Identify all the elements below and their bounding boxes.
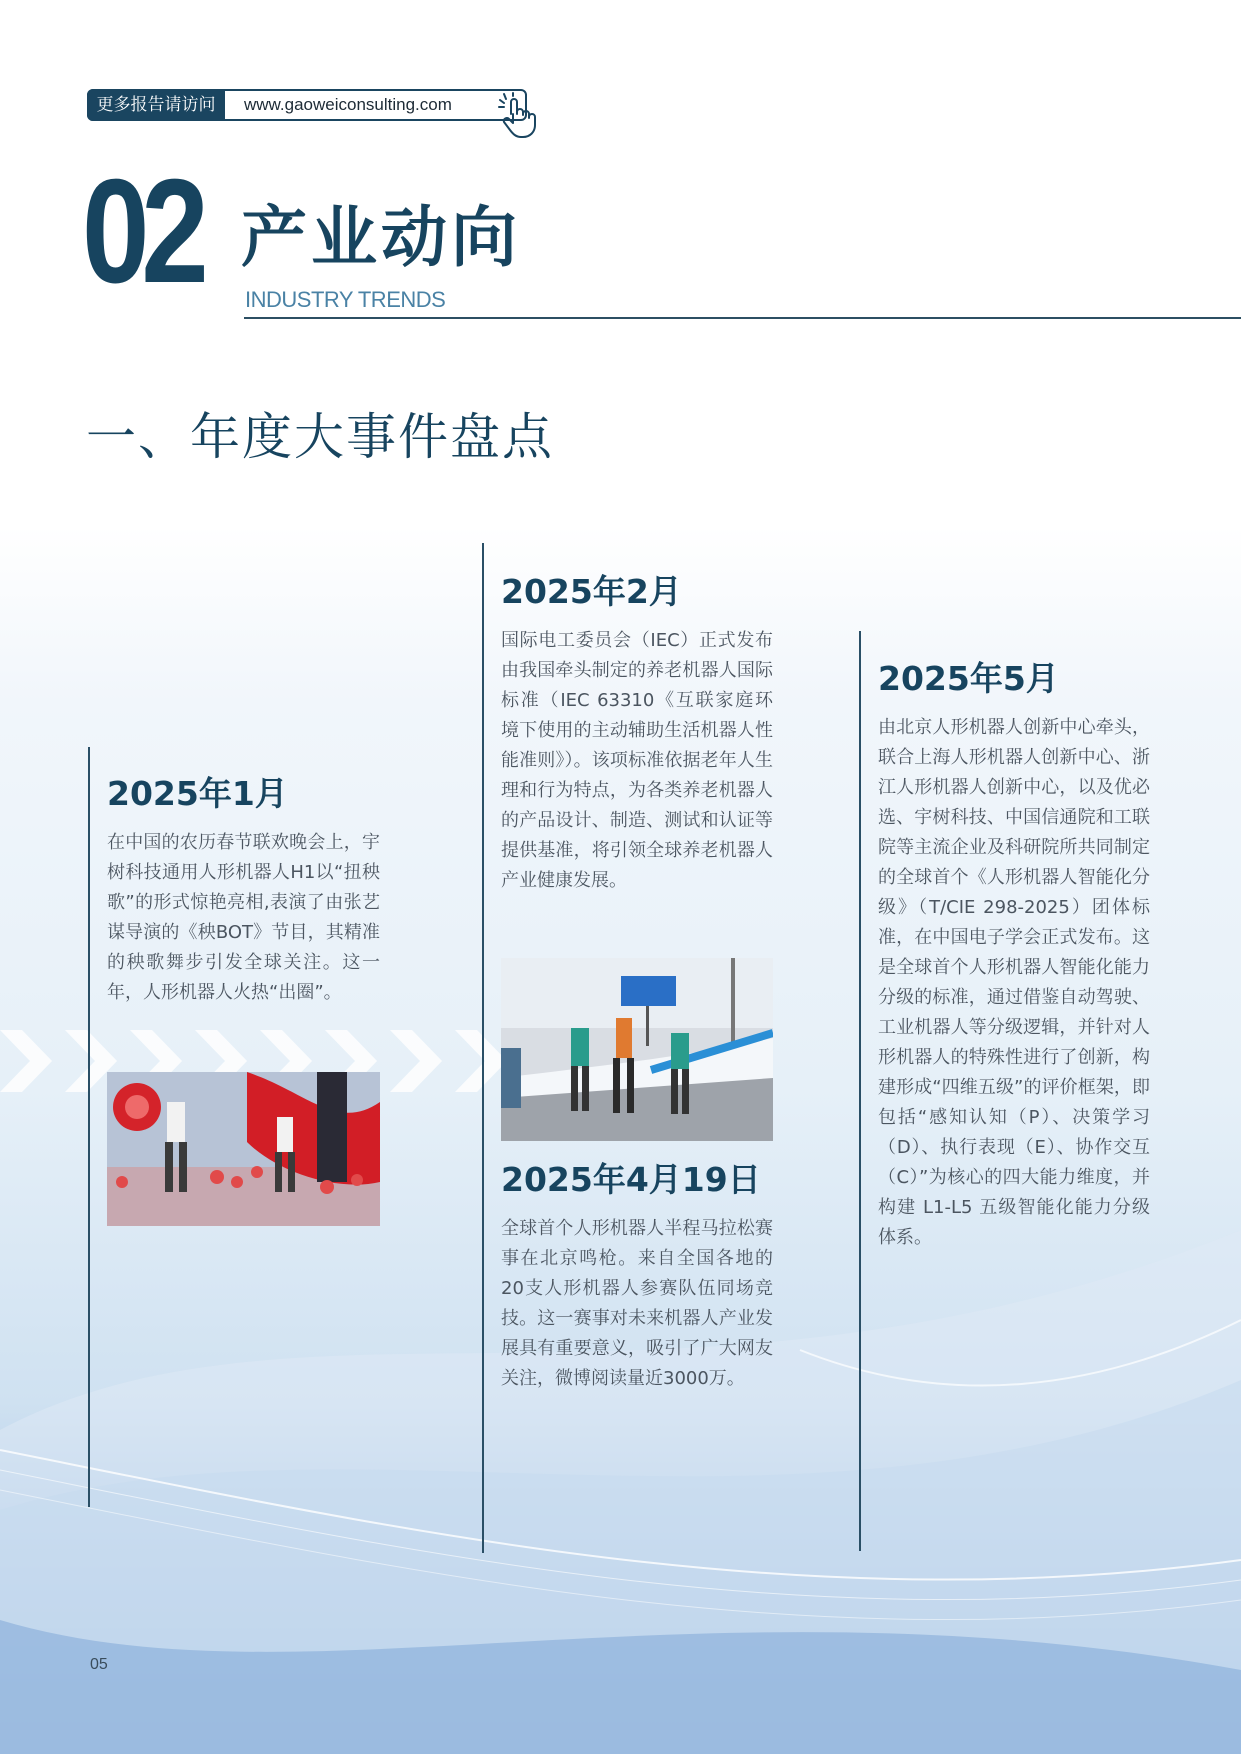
visit-url-link[interactable]: www.gaoweiconsulting.com — [244, 95, 452, 114]
timeline-line-1 — [88, 747, 90, 1507]
section-rule — [244, 317, 1241, 319]
subsection-title: 一、年度大事件盘点 — [86, 408, 554, 466]
event-date-4: 2025年5月 — [878, 659, 1059, 698]
event-date-3: 2025年4月19日 — [501, 1160, 761, 1199]
spring-festival-robot-photo — [107, 1072, 380, 1226]
event-text-2: 国际电工委员会（IEC）正式发布由我国牵头制定的养老机器人国际标准（IEC 63310《互联家庭环境下使用的主动辅助生活机器人性能准则》）。该项标准依据老年人生理和行为特点，为各类养老机器人的产品设计、制造、测试和认证等提供基准，将引领全球养老机器人产业健康发展。 — [501, 630, 773, 891]
pointing-hand-icon — [495, 92, 543, 140]
visit-label: 更多报告请访问 — [87, 89, 225, 121]
section-subtitle: INDUSTRY TRENDS — [245, 287, 446, 312]
event-text-1: 在中国的农历春节联欢晚会上，宇树科技通用人形机器人H1以“扭秧歌”的形式惊艳亮相,表演了由张艺谋导演的《秧BOT》节目，其精准的秧歌舞步引发全球关注。这一年，人形机器人火热“出圈”。 — [107, 832, 380, 1003]
section-title: 产业动向 — [241, 199, 521, 276]
event-text-4: 由北京人形机器人创新中心牵头，联合上海人形机器人创新中心、浙江人形机器人创新中心，以及优必选、宇树科技、中国信通院和工联院等主流企业及科研院所共同制定的全球首个《人形机器人智能化分级》（T/CIE 298-2025）团体标准，在中国电子学会正式发布。这是全球首个人形机器人智能化能力分级的标准，通过借鉴自动驾驶、工业机器人等分级逻辑，并针对人形机器人的特殊性进行了创新，构建形成“四维五级”的评价框架，即包括“感知认知（P）、决策学习（D）、执行表现（E）、协作交互（C）”为核心的四大能力维度，并构建 L1-L5 五级智能化能力分级体系。 — [878, 717, 1150, 1248]
event-date-2: 2025年2月 — [501, 572, 682, 611]
event-date-1: 2025年1月 — [107, 774, 288, 813]
visit-banner[interactable] — [87, 89, 527, 121]
marathon-robot-photo — [501, 958, 773, 1141]
section-number: 02 — [82, 149, 201, 314]
timeline-line-2 — [482, 543, 484, 1553]
timeline-line-3 — [859, 631, 861, 1551]
page-number: 05 — [90, 1656, 108, 1673]
event-text-3: 全球首个人形机器人半程马拉松赛事在北京鸣枪。来自全国各地的20支人形机器人参赛队伍同场竞技。这一赛事对未来机器人产业发展具有重要意义，吸引了广大网友关注，微博阅读量近3000万。 — [501, 1218, 773, 1389]
